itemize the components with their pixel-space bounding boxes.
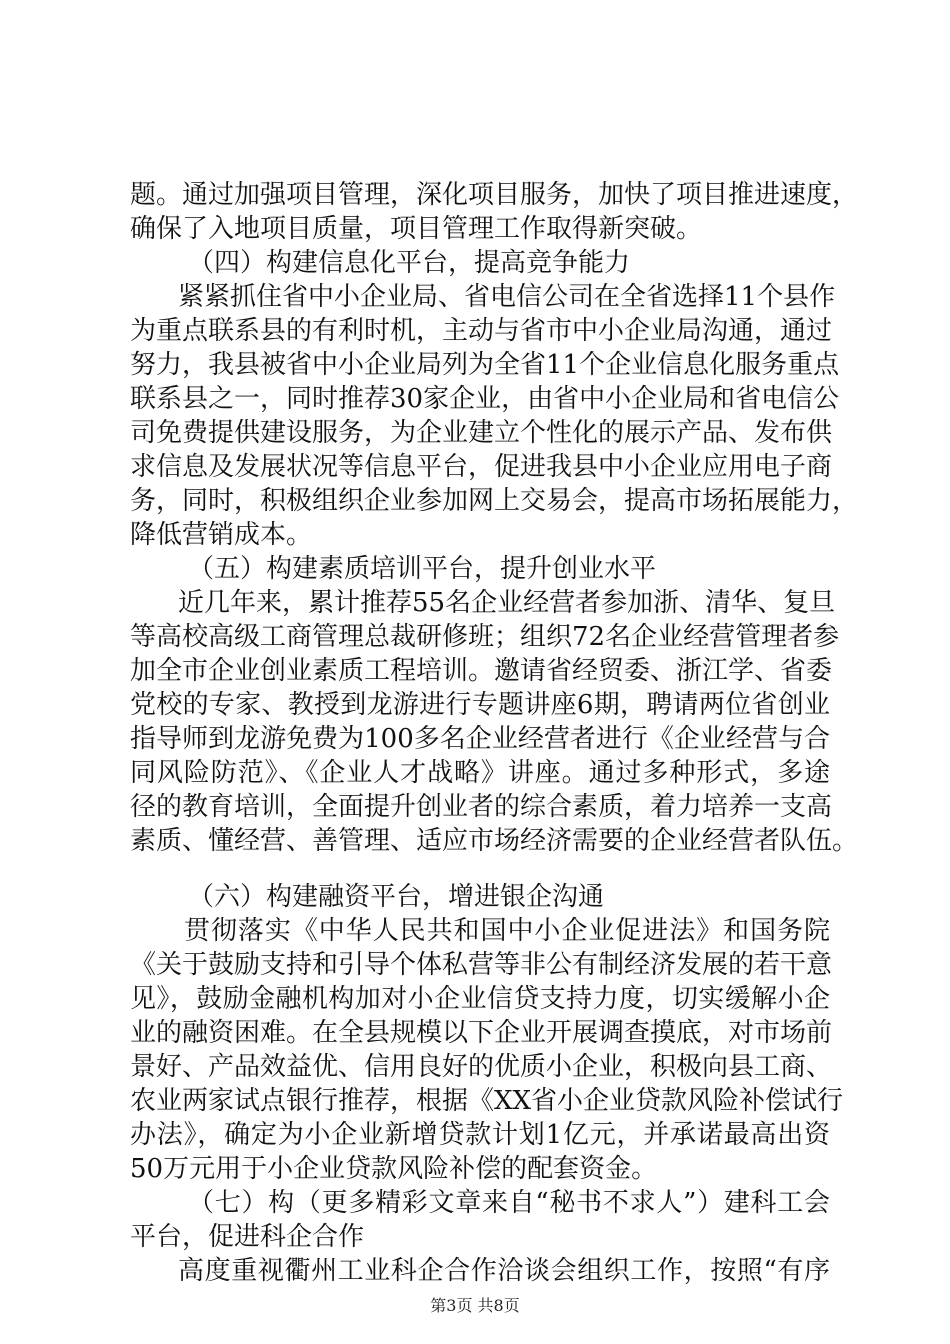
section-heading: （七）构（更多精彩文章来自“秘书不求人”）建科工会 bbox=[188, 1188, 830, 1218]
text-line: 题。通过加强项目管理，深化项目服务，加快了项目推进速度， bbox=[130, 180, 859, 210]
section-heading: （五）构建素质培训平台，提升创业水平 bbox=[188, 554, 657, 584]
text-line: 50万元用于小企业贷款风险补偿的配套资金。 bbox=[130, 1154, 658, 1184]
text-line: 联系县之一，同时推荐30家企业，由省中小企业局和省电信公 bbox=[130, 384, 840, 414]
text-line: 等高校高级工商管理总裁研修班；组织72名企业经营管理者参 bbox=[130, 622, 840, 652]
text-line: 高度重视衢州工业科企合作洽谈会组织工作，按照“有序 bbox=[178, 1256, 830, 1286]
text-line: 司免费提供建设服务，为企业建立个性化的展示产品、发布供 bbox=[130, 418, 833, 448]
text-line: 见》，鼓励金融机构加对小企业信贷支持力度，切实缓解小企 bbox=[130, 984, 830, 1014]
text-line: 景好、产品效益优、信用良好的优质小企业，积极向县工商、 bbox=[130, 1052, 833, 1082]
text-line: 紧紧抓住省中小企业局、省电信公司在全省选择11个县作 bbox=[178, 282, 836, 312]
text-line: 近几年来，累计推荐55名企业经营者参加浙、清华、复旦 bbox=[178, 588, 836, 618]
text-line: 加全市企业创业素质工程培训。邀请省经贸委、浙江学、省委 bbox=[130, 656, 833, 686]
section-heading: （四）构建信息化平台，提高竞争能力 bbox=[188, 248, 631, 278]
text-line: 业的融资困难。在全县规模以下企业开展调查摸底，对市场前 bbox=[130, 1018, 833, 1048]
text-line: 降低营销成本。 bbox=[130, 520, 313, 550]
text-line: 求信息及发展状况等信息平台，促进我县中小企业应用电子商 bbox=[130, 452, 833, 482]
text-line: 农业两家试点银行推荐，根据《XX省小企业贷款风险补偿试行 bbox=[130, 1086, 844, 1116]
text-line: 确保了入地项目质量，项目管理工作取得新突破。 bbox=[130, 214, 703, 244]
text-line: 素质、懂经营、善管理、适应市场经济需要的企业经营者队伍。 bbox=[130, 826, 859, 856]
section-heading-continued: 平台，促进科企合作 bbox=[130, 1222, 365, 1252]
text-line: 指导师到龙游免费为100多名企业经营者进行《企业经营与合 bbox=[130, 724, 830, 754]
text-line: 努力，我县被省中小企业局列为全省11个企业信息化服务重点 bbox=[130, 350, 840, 380]
text-line: 《关于鼓励支持和引导个体私营等非公有制经济发展的若干意 bbox=[130, 950, 833, 980]
page-number-footer: 第3页 共8页 bbox=[430, 1296, 520, 1315]
text-line: 贯彻落实《中华人民共和国中小企业促进法》和国务院 bbox=[184, 916, 830, 946]
text-line: 同风险防范》、《企业人才战略》讲座。通过多种形式，多途 bbox=[130, 758, 830, 788]
text-line: 党校的专家、教授到龙游进行专题讲座6期，聘请两位省创业 bbox=[130, 690, 830, 720]
section-heading: （六）构建融资平台，增进银企沟通 bbox=[188, 882, 605, 912]
text-line: 务，同时，积极组织企业参加网上交易会，提高市场拓展能力， bbox=[130, 486, 859, 516]
text-line: 为重点联系县的有利时机，主动与省市中小企业局沟通，通过 bbox=[130, 316, 833, 346]
text-line: 径的教育培训，全面提升创业者的综合素质，着力培养一支高 bbox=[130, 792, 833, 822]
text-line: 办法》，确定为小企业新增贷款计划1亿元，并承诺最高出资 bbox=[130, 1120, 830, 1150]
